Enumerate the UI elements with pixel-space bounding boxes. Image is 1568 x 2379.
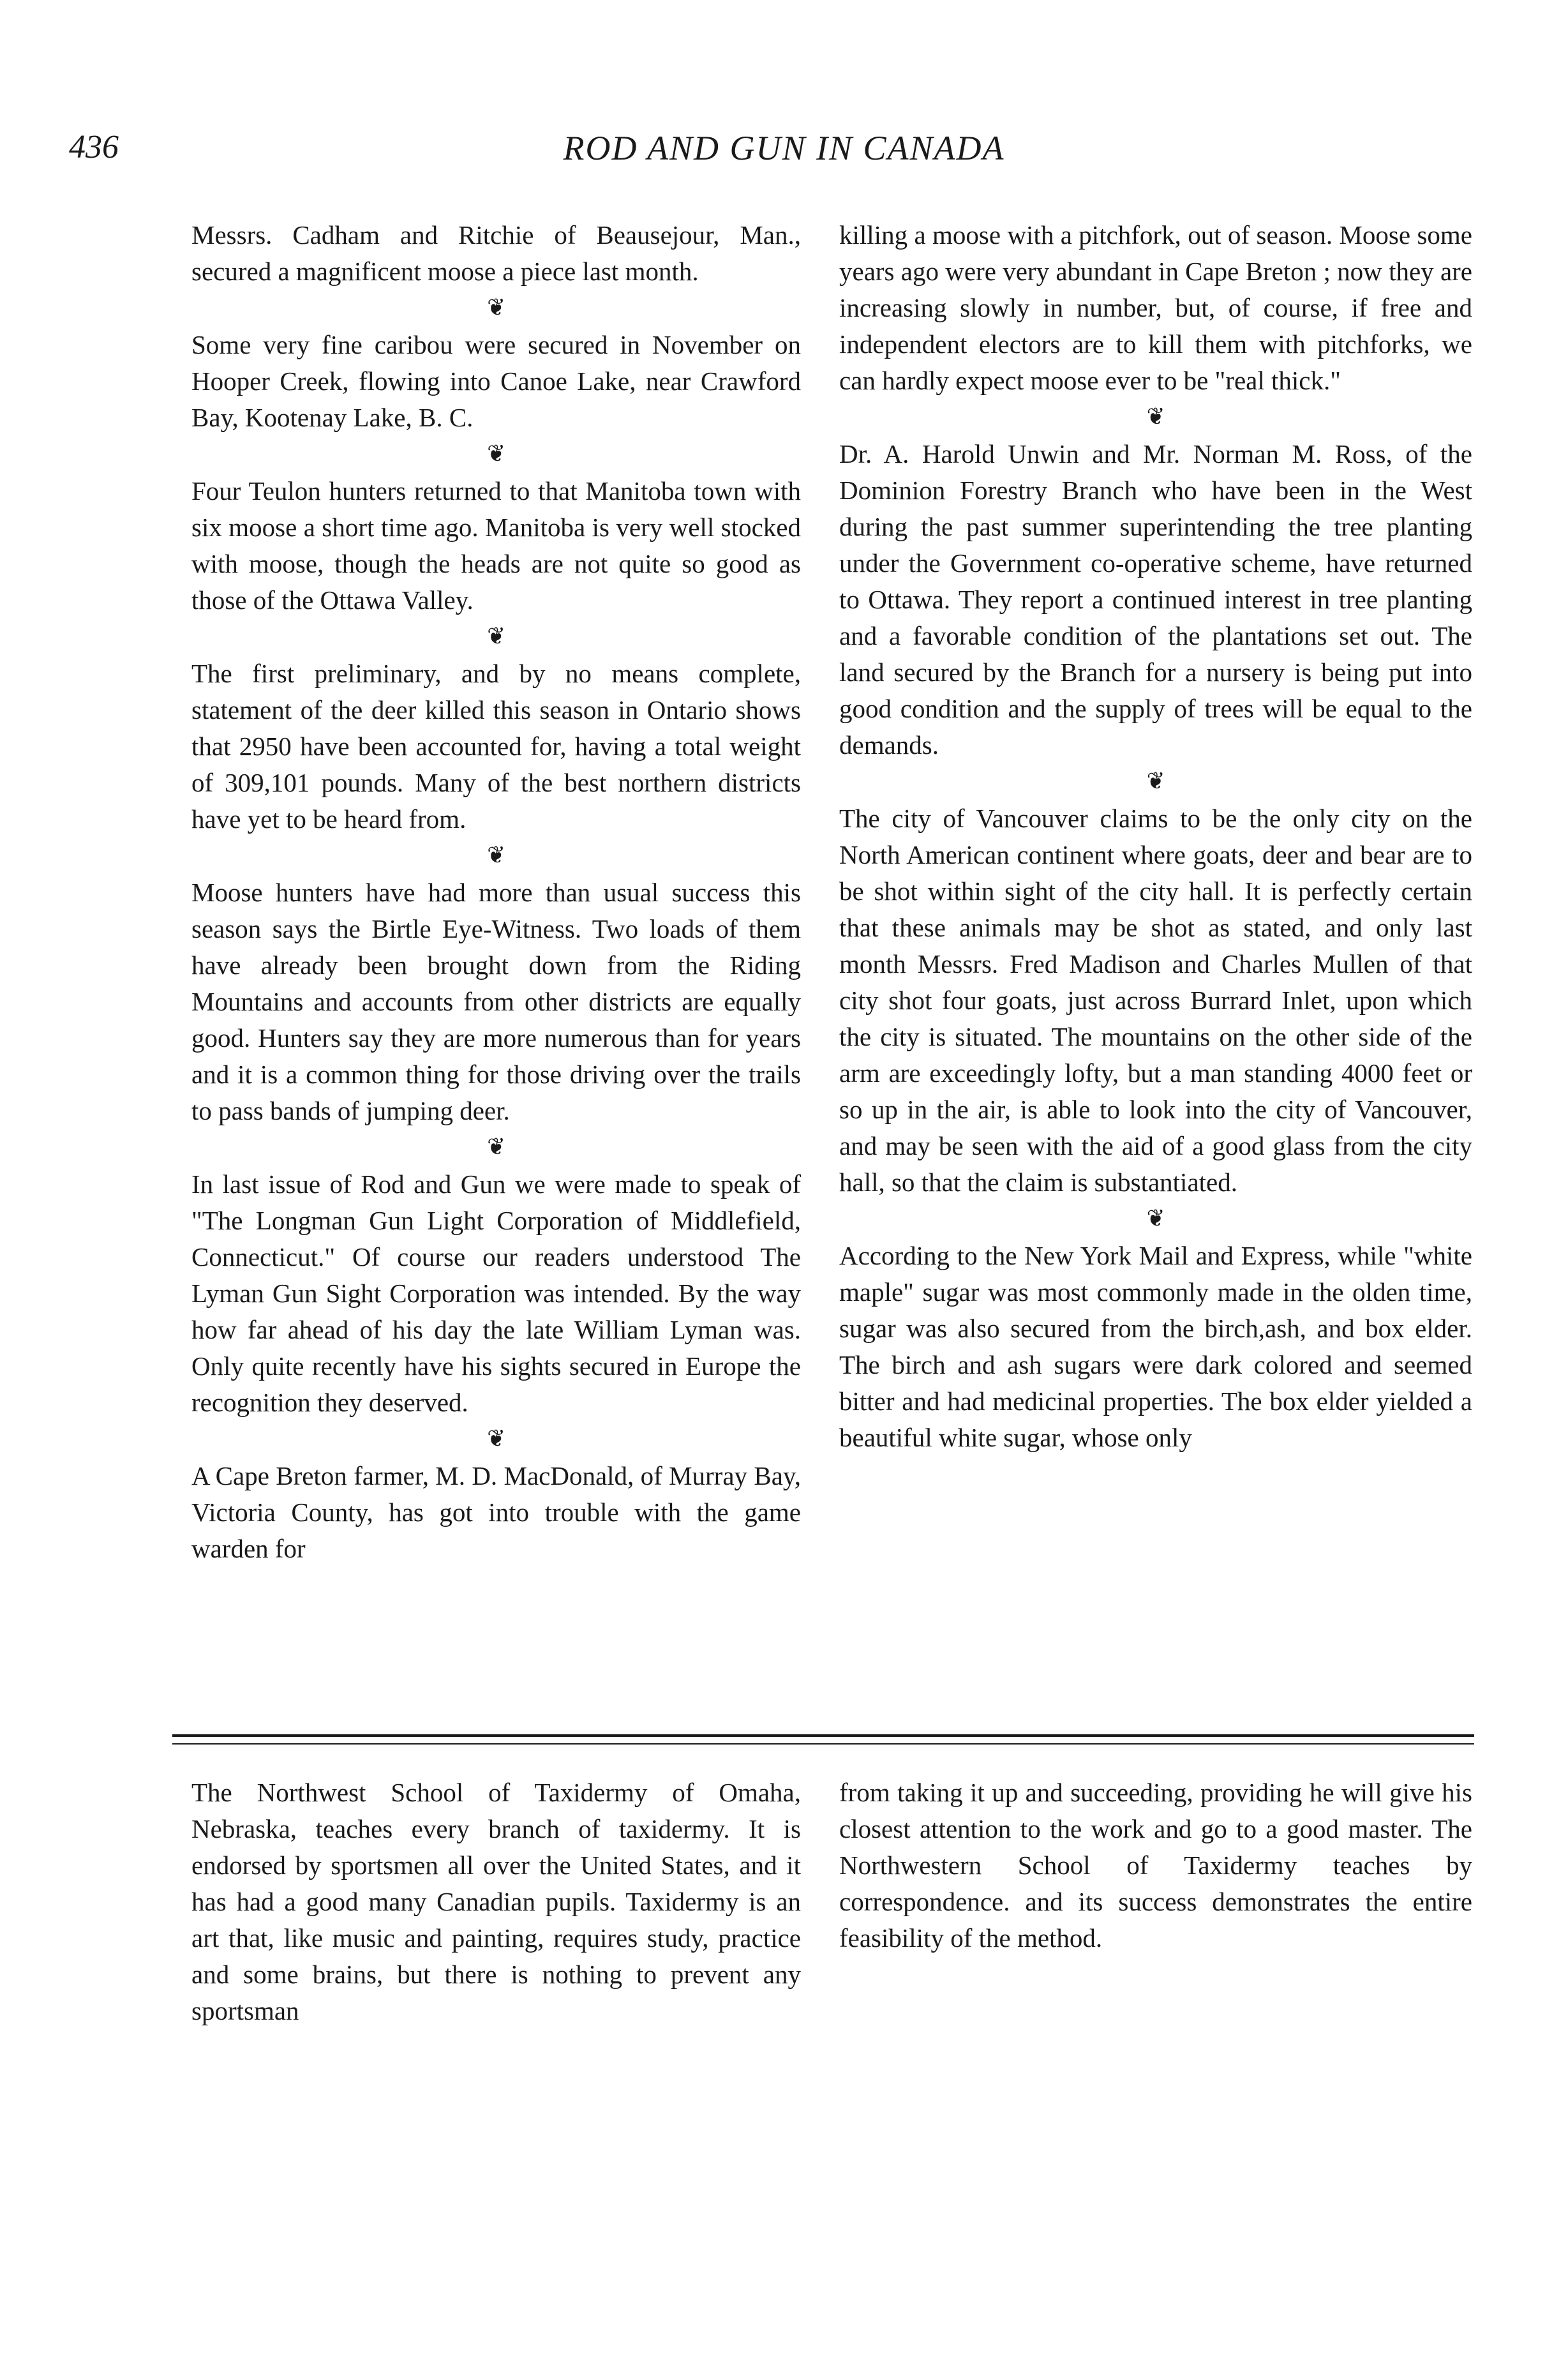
divider-ornament-icon: ❦: [487, 843, 505, 869]
left-column: [191, 217, 801, 1567]
paragraph-taxidermy-school: The Northwest School of Taxidermy of Omaha, Nebraska, teaches every branch of taxidermy. It is endorsed by sportsmen all over the United States, and it has had a good many Canadian pupils. Taxidermy is an art that, like music and painting, requires study, practice and some brains, but there is nothing to prevent any sportsman: [191, 1778, 801, 2025]
divider-ornament-icon: ❦: [1146, 769, 1165, 795]
divider-ornament-icon: ❦: [487, 1426, 505, 1452]
taxidermy-notice-left: [191, 1775, 801, 2029]
divider-ornament-icon: ❦: [1146, 404, 1165, 430]
right-column: [839, 217, 1472, 1456]
section-divider: [839, 399, 1472, 436]
divider-ornament-icon: ❦: [487, 441, 505, 467]
section-divider: [191, 436, 801, 473]
divider-ornament-icon: ❦: [1146, 1206, 1165, 1232]
divider-ornament-icon: ❦: [487, 1134, 505, 1160]
advertisement-rule-top: [172, 1734, 1474, 1737]
section-divider: [191, 1421, 801, 1458]
advertisement-rule-bottom: [172, 1743, 1474, 1745]
paragraph-cape-breton-farmer: A Cape Breton farmer, M. D. MacDonald, of Murray Bay, Victoria County, has got into trouble with the game warden for: [191, 1461, 801, 1563]
paragraph-maple-sugar: According to the New York Mail and Express, while "white maple" sugar was most commonly made in the olden time, sugar was also secured from the birch,ash, and box elder. The birch and ash sugars were dark colored and seemed bitter and had medicinal properties. The box elder yielded a beautiful white sugar, whose only: [839, 1241, 1472, 1452]
paragraph-ontario-deer-statement: The first preliminary, and by no means complete, statement of the deer killed this season in Ontario shows that 2950 have been accounted for, having a total weight of 309,101 pounds. Many of the best northern districts have yet to be heard from.: [191, 659, 801, 834]
paragraph-forestry-branch: Dr. A. Harold Unwin and Mr. Norman M. Ross, of the Dominion Forestry Branch who have been in the West during the past summer superintending the tree planting under the Government co-operative scheme, have returned to Ottawa. They report a continued interest in tree planting and a favorable condition of the plantations set out. The land secured by the Branch for a nursery is being put into good condition and the supply of trees will be equal to the demands.: [839, 439, 1472, 760]
taxidermy-notice-right: [839, 1775, 1472, 1956]
paragraph-lyman-correction: In last issue of Rod and Gun we were made to speak of "The Longman Gun Light Corporation of Middlefield, Connecticut." Of course our readers understood The Lyman Gun Sight Corporation was intended. By the way how far ahead of his day the late William Lyman was. Only quite recently have his sights secured in Europe the recognition they deserved.: [191, 1169, 801, 1417]
section-divider: [191, 837, 801, 874]
paragraph-birtle-moose-hunters: Moose hunters have had more than usual success this season says the Birtle Eye-Witness. Two loads of them have already been brought down from the Riding Mountains and accounts from other districts are equally good. Hunters say they are more numerous than for years and it is a common thing for those driving over the trails to pass bands of jumping deer.: [191, 878, 801, 1125]
paragraph-vancouver-claim: The city of Vancouver claims to be the only city on the North American continent where goats, deer and bear are to be shot within sight of the city hall. It is perfectly certain that these animals may be shot as stated, and only last month Messrs. Fred Madison and Charles Mullen of that city shot four goats, just across Burrard Inlet, upon which the city is situated. The mountains on the other side of the arm are exceedingly lofty, but a man standing 4000 feet or so up in the air, is able to look into the city of Vancouver, and may be seen with the aid of a good glass from the city hall, so that the claim is substantiated.: [839, 804, 1472, 1197]
section-divider: [191, 1129, 801, 1166]
divider-ornament-icon: ❦: [487, 295, 505, 321]
section-divider: [191, 290, 801, 327]
running-title: ROD AND GUN IN CANADA: [563, 129, 1005, 167]
page-number: 436: [69, 129, 119, 165]
divider-ornament-icon: ❦: [487, 624, 505, 650]
paragraph-pitchfork-moose: killing a moose with a pitchfork, out of season. Moose some years ago were very abundant in Cape Breton ; now they are increasing slowly in number, but, of course, if free and independent electors are to kill them with pitchforks, we can hardly expect moose ever to be "real thick.": [839, 220, 1472, 395]
section-divider: [839, 763, 1472, 800]
paragraph-teulon-hunters: Four Teulon hunters returned to that Manitoba town with six moose a short time ago. Manitoba is very well stocked with moose, though the heads are not quite so good as those of the Ottawa Valley.: [191, 476, 801, 615]
section-divider: [839, 1201, 1472, 1238]
section-divider: [191, 619, 801, 656]
paragraph-beausejour-moose: Messrs. Cadham and Ritchie of Beausejour, Man., secured a magnificent moose a piece last month.: [191, 220, 801, 286]
paragraph-hooper-creek-caribou: Some very fine caribou were secured in November on Hooper Creek, flowing into Canoe Lake, near Crawford Bay, Kootenay Lake, B. C.: [191, 330, 801, 432]
paragraph-taxidermy-continued: from taking it up and succeeding, providing he will give his closest attention to the work and go to a good master. The Northwestern School of Taxidermy teaches by correspondence. and its success demonstrates the entire feasibility of the method.: [839, 1778, 1472, 1953]
